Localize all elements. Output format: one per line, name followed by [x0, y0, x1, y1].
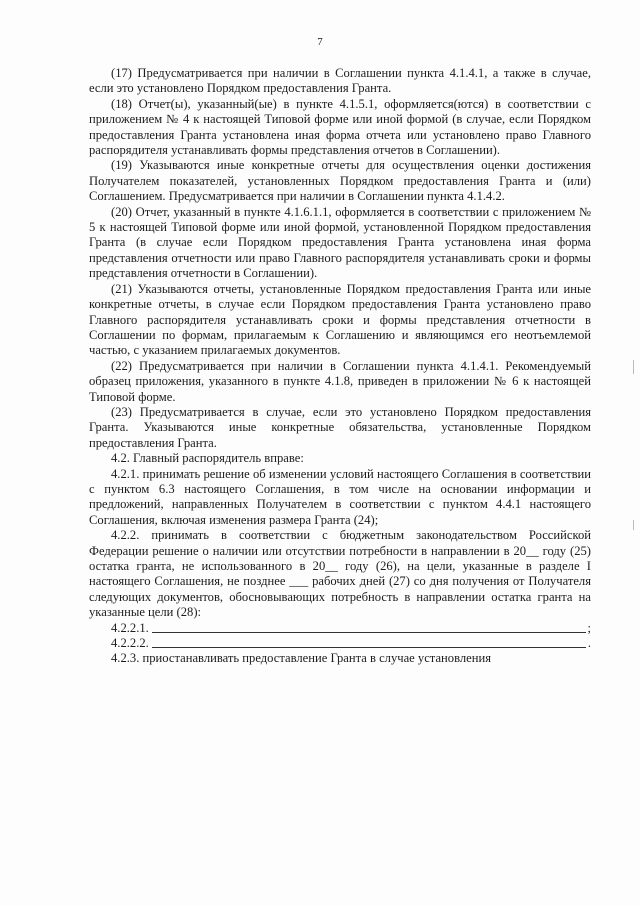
fill-line-number: 4.2.2.1.: [111, 620, 149, 635]
scan-edge-mark: [633, 360, 634, 374]
fill-line-number: 4.2.2.2.: [111, 636, 149, 650]
clause-4-2-2: 4.2.2. принимать в соответствии с бюджетным законодательством Российской Федерации решение о наличии или отсутствии потребности в направлении в 20__ году (25) остатка гранта, не использованного в 20__ году (26), на цели, указанные в разделе I настоящего Соглашения, не позднее ___ рабочих дней (27) со дня получения от Получателя следующих документов, обосновывающих потребность в направлении остатка гранта на указанные цели (28):: [89, 528, 591, 620]
clause-4-2-1: 4.2.1. принимать решение об изменении условий настоящего Соглашения в соответствии с пунктом 6.3 настоящего Соглашения, в том числе на основании информации и предложений, направленных Получателем в соответствии с пунктом 4.4.1 настоящего Соглашения, включая изменения размера Гранта (24);: [89, 466, 591, 527]
clause-4-2-3: 4.2.3. приостанавливать предоставление Гранта в случае установления: [111, 651, 492, 666]
blank-underline: [152, 647, 586, 648]
footnote-19: (19) Указываются иные конкретные отчеты для осуществления оценки достижения Получателем показателей, установленных Порядком предоставления Гранта и (или) Соглашением. Предусматривается при наличии в Соглашении пункта 4.1.4.2.: [89, 158, 591, 204]
page-number: 7: [317, 36, 323, 48]
footnote-23: (23) Предусматривается в случае, если это установлено Порядком предоставления Гранта. Указываются иные конкретные обязательства, установленные Порядком предоставления Гранта.: [89, 404, 591, 450]
fill-line-end: ;: [587, 620, 591, 635]
fill-line-end: .: [587, 636, 591, 650]
fill-line-4-2-2-1: [89, 621, 591, 636]
footnote-20: (20) Отчет, указанный в пункте 4.1.6.1.1, оформляется в соответствии с приложением № 5 к настоящей Типовой форме или иной формой, установленной Порядком предоставления Гранта (в случае если Порядком предоставления Гранта установлена иная форма представления отчетности или право Главного распорядителя устанавливать сроки и формы представления отчетности в Соглашении).: [89, 204, 591, 281]
footnote-17: (17) Предусматривается при наличии в Соглашении пункта 4.1.4.1, а также в случае, если это установлено Порядком предоставления Гранта.: [89, 66, 591, 96]
footnote-18: (18) Отчет(ы), указанный(ые) в пункте 4.1.5.1, оформляется(ются) в соответствии с приложением № 4 к настоящей Типовой форме или иной формой (в случае, если Порядком предоставления Гранта установлена иная форма отчета или установлено право Главного распорядителя устанавливать формы представления отчетов в Соглашении).: [89, 96, 591, 158]
scan-edge-mark: [633, 520, 634, 530]
fill-line-4-2-2-2: [89, 636, 591, 651]
footnote-21: (21) Указываются отчеты, установленные Порядком предоставления Гранта или иные конкретные отчеты, в случае если Порядком предоставления Гранта установлено право Главного распорядителя устанавливать сроки и формы представления отчетности в Соглашении по формам, прилагаемым к Соглашению и являющимся его неотъемлемой частью, с указанием прилагаемых документов.: [89, 281, 591, 358]
section-heading-4-2: 4.2. Главный распорядитель вправе:: [111, 451, 304, 466]
footnote-22: (22) Предусматривается при наличии в Соглашении пункта 4.1.4.1. Рекомендуемый образец приложения, указанного в пункте 4.1.8, приведен в приложении № 6 к настоящей Типовой форме.: [89, 358, 591, 404]
document-body: [89, 66, 591, 667]
blank-underline: [152, 632, 586, 633]
